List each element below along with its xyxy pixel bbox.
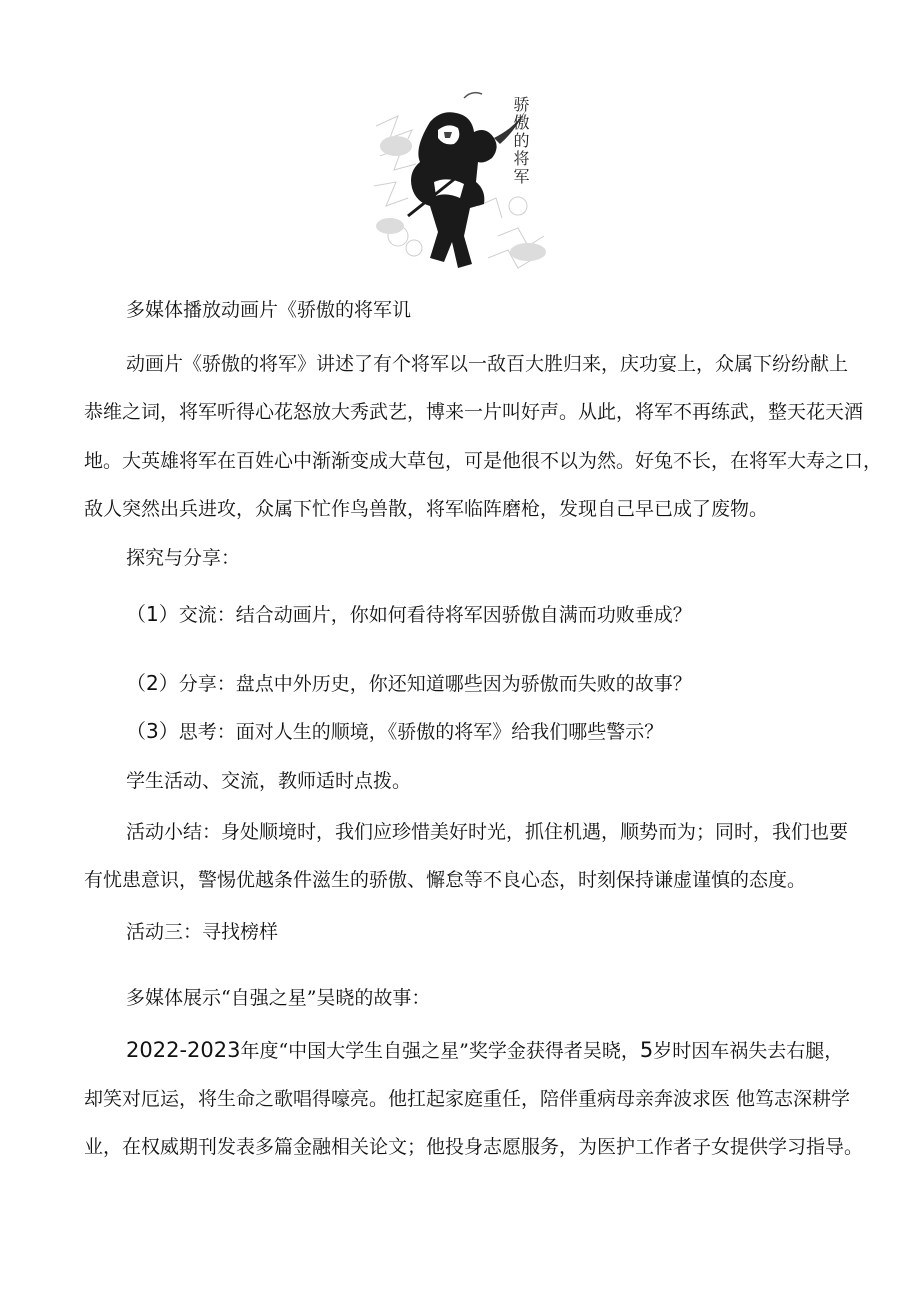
story2-line-1: [126, 1038, 844, 1063]
explore-heading: 探究与分享：: [126, 547, 241, 569]
story2-line-3: 业，在权威期刊发表多篇金融相关论文；他投身志愿服务，为医护工作者子女提供学习指导。: [84, 1136, 864, 1158]
summary-line-2: 有忧患意识，警惕优越条件滋生的骄傲、懈怠等不良心态，时刻保持谦虚谨慎的态度。: [84, 869, 807, 891]
illustration-caption: 骄傲的将军: [511, 96, 530, 186]
story2-year: 2022-2023: [126, 1038, 241, 1062]
question-3: [126, 719, 663, 744]
paragraph-intro: 多媒体播放动画片《骄傲的将军讥: [126, 299, 412, 321]
question-2-number: （2）: [126, 671, 179, 695]
summary-line-1: 活动小结：身处顺境时，我们应珍惜美好时光，抓住机遇，顺势而为；同时，我们也要: [126, 821, 849, 843]
story2-line-1-b: 岁时因车祸失去右腿，: [653, 1040, 844, 1062]
story2-line-2: 却笑对厄运，将生命之歌唱得嚎亮。他扛起家庭重任，陪伴重病母亲奔波求医 他笃志深耕学: [84, 1088, 851, 1110]
star-intro: 多媒体展示“自强之星”吴晓的故事：: [126, 987, 431, 1009]
question-3-text: 思考：面对人生的顺境，《骄傲的将军》给我们哪些警示？: [178, 721, 664, 743]
question-2: [126, 671, 692, 696]
question-2-text: 分享：盘点中外历史，你还知道哪些因为骄傲而失败的故事？: [178, 673, 692, 695]
student-activity: 学生活动、交流，教师适时点拨。: [126, 770, 412, 792]
question-1: [126, 602, 692, 627]
story-line-4: 敌人突然出兵进攻，众属下忙作鸟兽散，将军临阵磨枪，发现自己早已成了废物。: [84, 498, 769, 520]
question-1-number: （1）: [126, 602, 179, 626]
activity-three-heading: 活动三：寻找榜样: [126, 921, 279, 943]
story-line-1: 动画片《骄傲的将军》讲述了有个将军以一敌百大胜归来，庆功宴上，众属下纷纷献上: [126, 353, 849, 375]
question-3-number: （3）: [126, 719, 179, 743]
story-line-2: 恭维之词，将军听得心花怒放大秀武艺，博来一片叫好声。从此，将军不再练武，整天花天酒: [84, 401, 864, 423]
story-line-3: 地。大英雄将军在百姓心中渐渐变成大草包，可是他很不以为然。好兔不长，在将军大寿之口，: [84, 450, 883, 472]
question-1-text: 交流：结合动画片，你如何看待将军因骄傲自满而功败垂成？: [178, 604, 692, 626]
story2-age: 5: [639, 1038, 654, 1062]
story2-line-1-a: 年度“中国大学生自强之星”奖学金获得者吴晓，: [240, 1040, 640, 1062]
